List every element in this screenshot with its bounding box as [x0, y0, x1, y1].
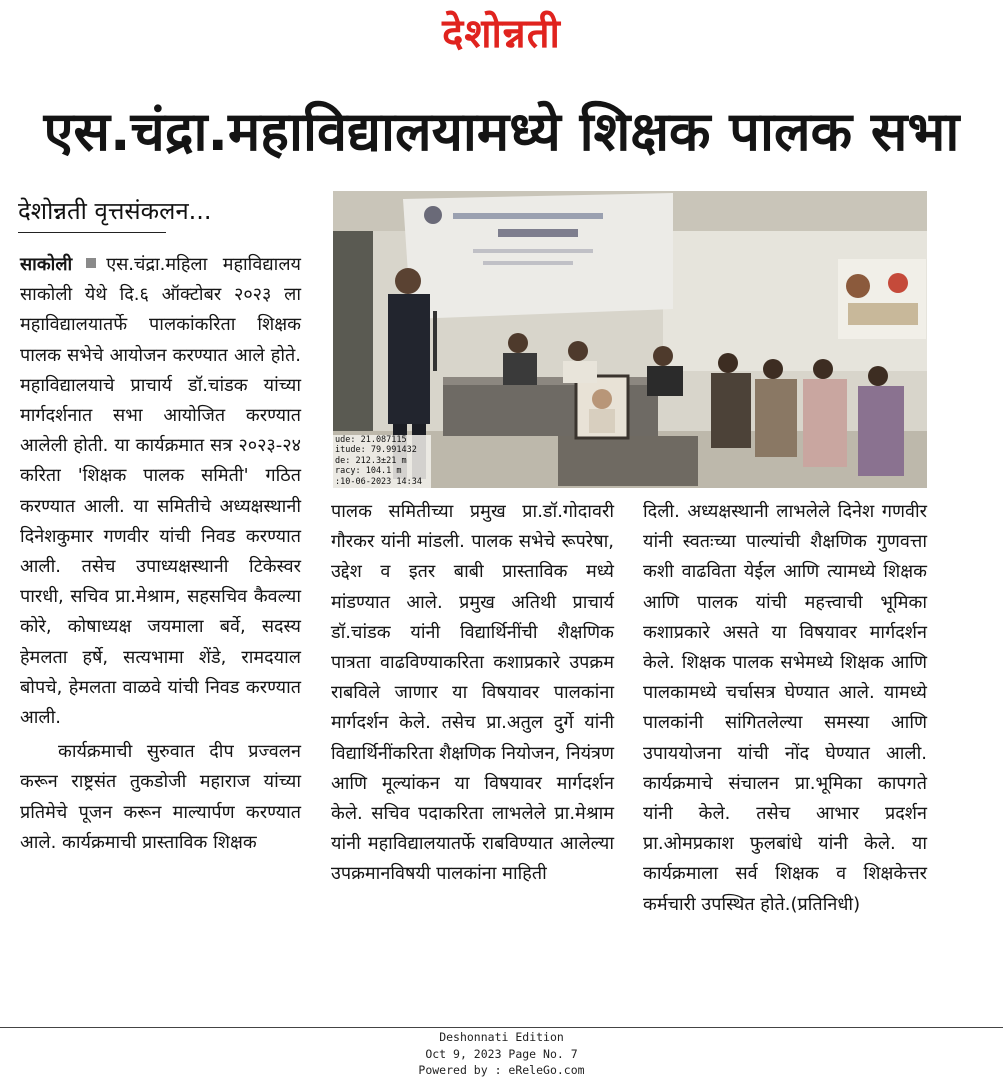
- dateline: साकोली: [20, 254, 73, 275]
- article-column-1: [20, 250, 301, 858]
- page-footer: [0, 1029, 1003, 1079]
- article-column-3: [643, 497, 927, 920]
- footer-divider: [0, 1027, 1003, 1028]
- column-2-text: पालक समितीच्या प्रमुख प्रा.डॉ.गोदावरी गौरकर यांनी मांडली. पालक सभेचे रूपरेषा, उद्देश व इतर बाबी प्रास्ताविक मध्ये मांडण्यात आले. प्रमुख अतिथी प्राचार्य डॉ.चांडक यांनी विद्यार्थिनींची शैक्षणिक पात्रता वाढविण्याकरिता कशाप्रकारे उपक्रम राबविले जाणार या विषयावर पालकांना मार्गदर्शन केले. तसेच प्रा.अतुल दुर्गे यांनी विद्यार्थिनींकरिता शैक्षणिक नियोजन, नियंत्रण आणि मूल्यांकन या विषयावर मार्गदर्शन केले. सचिव पदाकरिता लाभलेले प्रा.मेश्राम यांनी महाविद्यालयातर्फे राबविण्यात आलेल्या उपक्रमानविषयी पालकांना माहिती: [331, 501, 614, 885]
- geotag-latitude: ude: 21.087115: [335, 435, 407, 445]
- event-photo: [333, 191, 927, 488]
- geotag-altitude: de: 212.3±21 m: [335, 455, 407, 466]
- dateline-square-icon: [86, 258, 96, 268]
- article-headline: एस.चंद्रा.महाविद्यालयामध्ये शिक्षक पालक सभा: [43, 100, 960, 163]
- geotag-datetime: :10-06-2023 14:34: [335, 476, 422, 487]
- footer-edition: Deshonnati Edition: [439, 1030, 564, 1044]
- article-column-2: [331, 497, 614, 890]
- lead-text: एस.चंद्रा.महिला महाविद्यालय साकोली येथे दि.६ ऑक्टोबर २०२३ ला महाविद्यालयातर्फे पालकांकरिता शिक्षक पालक सभेचे आयोजन करण्यात आले होते. महाविद्यालयाचे प्राचार्य डॉ.चांडक यांच्या मार्गदर्शनात सभा आयोजित करण्यात आलेली होती. या कार्यक्रमात सत्र २०२३-२४ करिता 'शिक्षक पालक समिती' गठित करण्यात आली. या समितीचे अध्यक्षस्थानी दिनेशकुमार गणवीर यांची निवड करण्यात आली. तसेच उपाध्यक्षस्थानी टिकेस्वर पारधी, सचिव प्रा.मेश्राम, सहसचिव कैवल्या कोरे, कोषाध्यक्ष जयमाला बर्वे, सदस्य हेमलता हर्षे, सत्यभामा शेंडे, रामदयाल बोपचे, हेमलता वाळवे यांची निवड करण्यात आली.: [20, 254, 301, 729]
- footer-date-page: Oct 9, 2023 Page No. 7: [425, 1046, 578, 1061]
- newspaper-masthead: देशोन्नती: [442, 11, 561, 57]
- second-paragraph: कार्यक्रमाची सुरुवात दीप प्रज्वलन करून राष्ट्रसंत तुकडोजी महाराज यांच्या प्रतिमेचे पूजन करून माल्यार्पण करण्यात आले. कार्यक्रमाची प्रास्ताविक शिक्षक: [20, 741, 301, 853]
- footer-powered-by: Powered by : eReleGo.com: [418, 1063, 585, 1077]
- geotag-accuracy: racy: 104.1 m: [335, 466, 402, 477]
- geotag-longitude: itude: 79.991432: [335, 445, 417, 456]
- column-3-text: दिली. अध्यक्षस्थानी लाभलेले दिनेश गणवीर यांनी स्वतःच्या पाल्यांची शैक्षणिक गुणवत्ता कशी वाढविता येईल आणि त्यामध्ये शिक्षक आणि पालक यांची महत्त्वाची भूमिका कशाप्रकारे असते या विषयावर मार्गदर्शन केले. शिक्षक पालक सभेमध्ये शिक्षक आणि पालकामध्ये चर्चासत्र घेण्यात आले. यामध्ये पालकांनी सांगितलेल्या समस्या आणि उपाययोजना यांची नोंद घेण्यात आली. कार्यक्रमाचे संचालन प्रा.भूमिका कापगते यांनी केले. तसेच आभार प्रदर्शन प्रा.ओमप्रकाश फुलबांधे यांनी केले. या कार्यक्रमाला सर्व शिक्षक व शिक्षकेत्तर कर्मचारी उपस्थित होते.(प्रतिनिधी): [643, 501, 927, 915]
- lead-paragraph: [20, 250, 301, 733]
- byline: देशोन्नती वृत्तसंकलन...: [18, 197, 212, 225]
- geotag-overlay: [335, 435, 422, 487]
- byline-underline: [18, 232, 166, 233]
